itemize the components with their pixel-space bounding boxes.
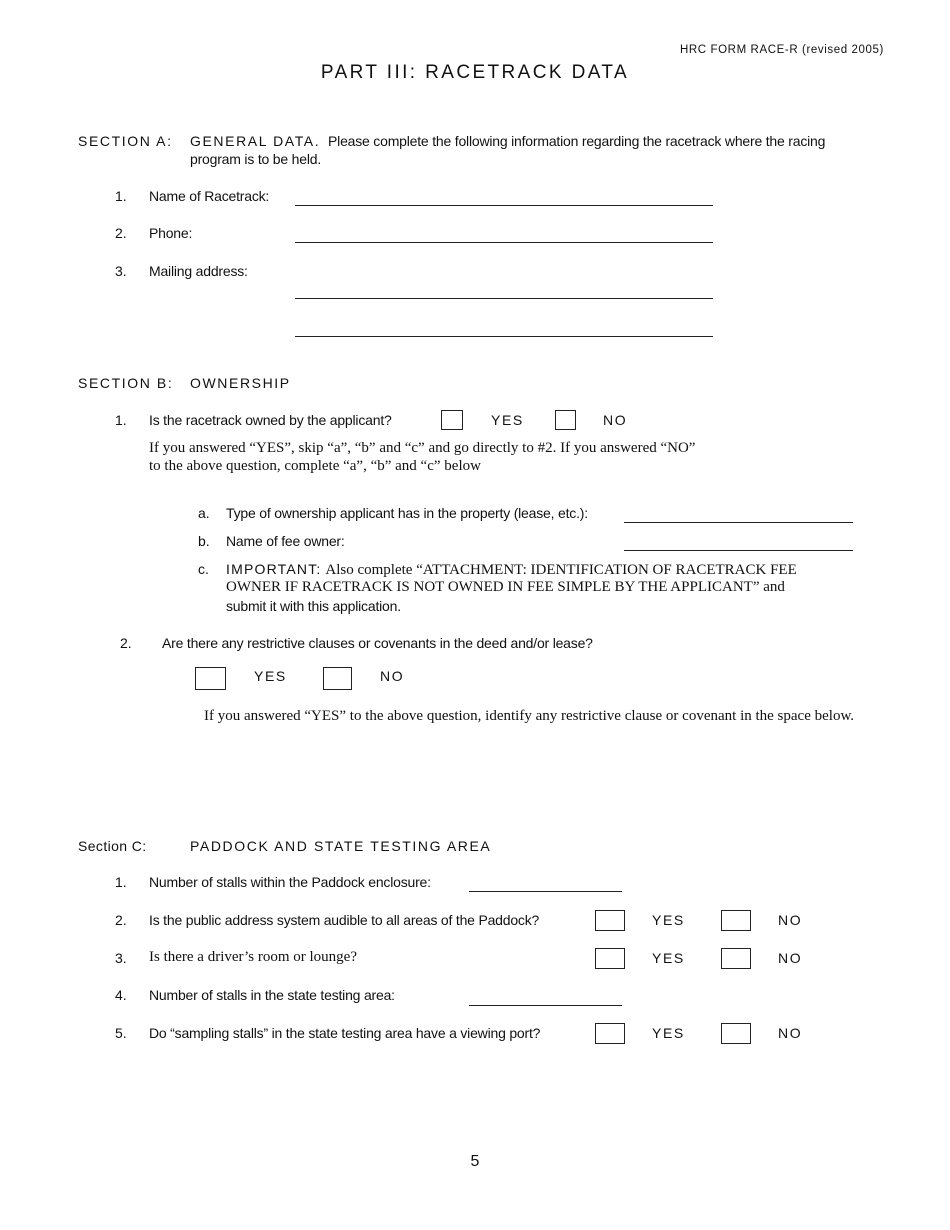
- phone-label: Phone:: [149, 225, 193, 241]
- section-b-label: SECTION B:: [78, 375, 174, 391]
- section-a-heading: GENERAL DATA.: [190, 133, 321, 149]
- section-b-heading: OWNERSHIP: [190, 375, 291, 391]
- ownership-no-checkbox[interactable]: [555, 410, 576, 430]
- public-address-yes-label: YES: [652, 912, 685, 928]
- public-address-label: Is the public address system audible to all areas of the Paddock?: [149, 912, 540, 928]
- public-address-no-checkbox[interactable]: [721, 910, 751, 931]
- section-c-label: Section C:: [78, 838, 147, 854]
- section-b-q2-text: Are there any restrictive clauses or covenants in the deed and/or lease?: [162, 635, 593, 651]
- important-note-line2: OWNER IF RACETRACK IS NOT OWNED IN FEE SIMPLE BY THE APPLICANT” and: [226, 579, 785, 595]
- covenants-no-checkbox[interactable]: [323, 667, 352, 690]
- testing-stalls-field[interactable]: [469, 1005, 622, 1006]
- drivers-room-no-label: NO: [778, 950, 803, 966]
- section-b-q1-number: 1.: [115, 412, 127, 428]
- page-number: 5: [470, 1153, 480, 1170]
- section-b-q2-note: If you answered “YES” to the above question, identify any restrictive clause or covenant in the space below.: [204, 708, 855, 724]
- section-c-heading: PADDOCK AND STATE TESTING AREA: [190, 838, 492, 854]
- section-c-item-number: 5.: [115, 1025, 127, 1041]
- section-b-q1-note-line1: If you answered “YES”, skip “a”, “b” and “c” and go directly to #2. If you answered “NO”: [149, 440, 696, 456]
- covenants-yes-checkbox[interactable]: [195, 667, 226, 690]
- paddock-stalls-label: Number of stalls within the Paddock enclosure:: [149, 874, 431, 890]
- racetrack-name-field[interactable]: [295, 205, 713, 206]
- ownership-yes-label: YES: [491, 412, 524, 428]
- phone-field[interactable]: [295, 242, 713, 243]
- sub-item-letter: c.: [198, 561, 209, 577]
- page-title: PART III: RACETRACK DATA: [320, 62, 630, 83]
- racetrack-name-label: Name of Racetrack:: [149, 188, 270, 204]
- ownership-yes-checkbox[interactable]: [441, 410, 463, 430]
- viewing-port-no-label: NO: [778, 1025, 803, 1041]
- paddock-stalls-field[interactable]: [469, 891, 622, 892]
- section-c-item-number: 3.: [115, 950, 127, 966]
- viewing-port-label: Do “sampling stalls” in the state testing area have a viewing port?: [149, 1025, 541, 1041]
- section-a-intro-line1: Please complete the following information regarding the racetrack where the racing: [328, 133, 826, 149]
- important-note-line3: submit it with this application.: [226, 598, 401, 614]
- section-c-item-number: 2.: [115, 912, 127, 928]
- drivers-room-yes-checkbox[interactable]: [595, 948, 625, 969]
- ownership-type-field[interactable]: [624, 522, 853, 523]
- sub-item-letter: a.: [198, 505, 210, 521]
- section-a-intro-line2: program is to be held.: [190, 151, 322, 167]
- viewing-port-no-checkbox[interactable]: [721, 1023, 751, 1044]
- section-b-q1-note-line2: to the above question, complete “a”, “b” and “c” below: [149, 458, 481, 474]
- section-a-item-number: 2.: [115, 225, 127, 241]
- section-b-q2-number: 2.: [120, 635, 132, 651]
- important-text: Also complete “ATTACHMENT: IDENTIFICATION OF RACETRACK FEE: [325, 562, 797, 578]
- viewing-port-yes-checkbox[interactable]: [595, 1023, 625, 1044]
- mailing-address-line1-field[interactable]: [295, 298, 713, 299]
- section-a-item-number: 1.: [115, 188, 127, 204]
- ownership-no-label: NO: [603, 412, 628, 428]
- fee-owner-field[interactable]: [624, 550, 853, 551]
- section-a-label: SECTION A:: [78, 133, 173, 149]
- public-address-no-label: NO: [778, 912, 803, 928]
- mailing-address-line2-field[interactable]: [295, 336, 713, 337]
- section-a-intro: [190, 133, 825, 149]
- testing-stalls-label: Number of stalls in the state testing area:: [149, 987, 395, 1003]
- covenants-no-label: NO: [380, 668, 405, 684]
- section-c-item-number: 1.: [115, 874, 127, 890]
- important-note-line1: [226, 561, 797, 579]
- section-c-item-number: 4.: [115, 987, 127, 1003]
- important-label: IMPORTANT:: [226, 561, 322, 577]
- ownership-type-label: Type of ownership applicant has in the property (lease, etc.):: [226, 505, 588, 521]
- form-id: HRC FORM RACE-R (revised 2005): [680, 44, 884, 56]
- viewing-port-yes-label: YES: [652, 1025, 685, 1041]
- drivers-room-label: Is there a driver’s room or lounge?: [149, 949, 357, 965]
- drivers-room-no-checkbox[interactable]: [721, 948, 751, 969]
- mailing-address-label: Mailing address:: [149, 263, 248, 279]
- section-b-q1-text: Is the racetrack owned by the applicant?: [149, 412, 392, 428]
- fee-owner-label: Name of fee owner:: [226, 533, 345, 549]
- covenants-yes-label: YES: [254, 668, 287, 684]
- section-a-item-number: 3.: [115, 263, 127, 279]
- sub-item-letter: b.: [198, 533, 210, 549]
- public-address-yes-checkbox[interactable]: [595, 910, 625, 931]
- drivers-room-yes-label: YES: [652, 950, 685, 966]
